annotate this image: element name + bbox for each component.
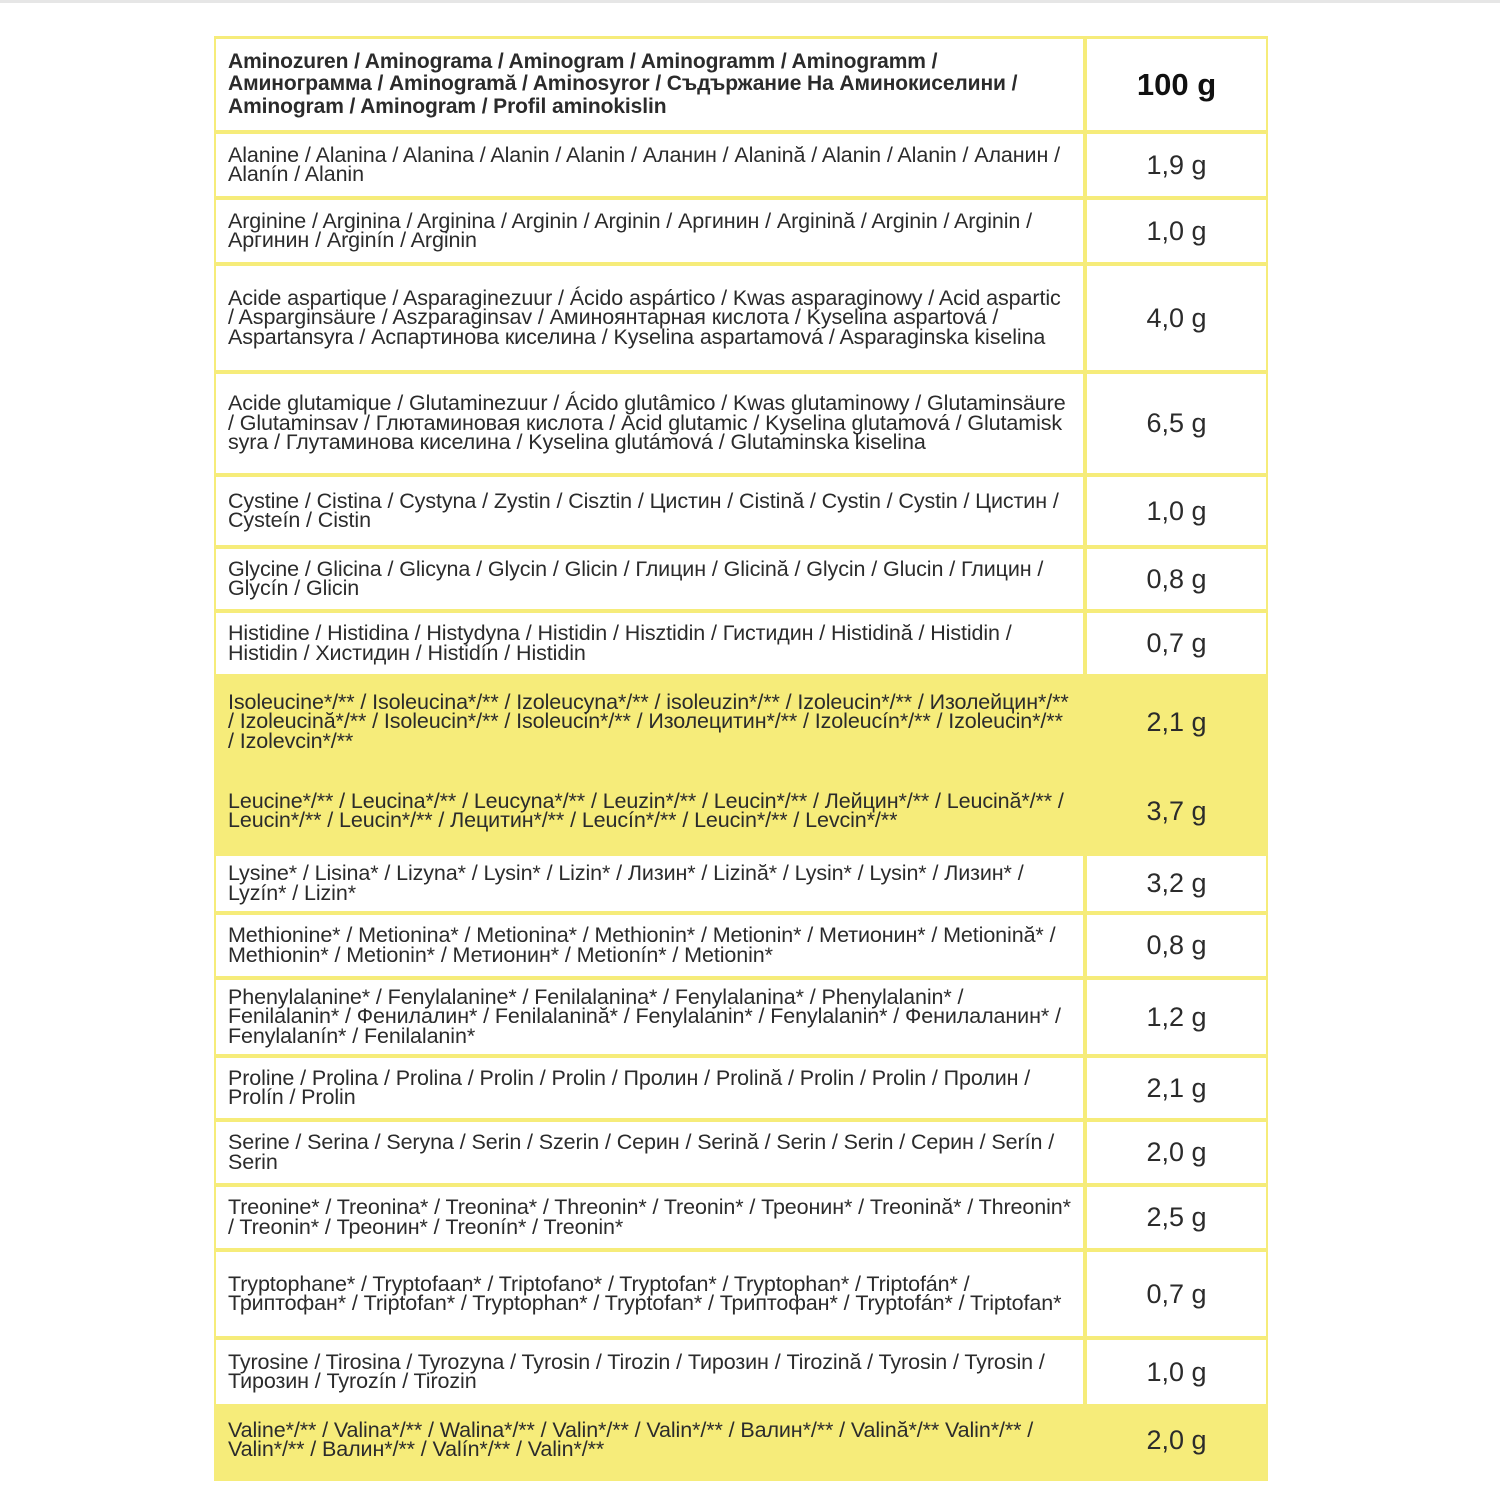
table-row-value-cell [1087,613,1266,674]
amino-acid-name: Cystine / Cistina / Cystyna / Zystin / Cisztin / Цистин / Cistină / Cystin / Cystin / Цистин / Cysteín / Cistin [228,488,1059,532]
table-row-name-cell [216,477,1083,545]
table-row-value-cell [1087,980,1266,1054]
amino-acid-amount: 6,5 g [1146,408,1207,438]
amino-acid-amount: 1,0 g [1146,495,1207,526]
table-row-name-cell [216,374,1083,473]
amino-acid-amount: 2,5 g [1146,1202,1207,1232]
header-value-cell [1087,39,1266,130]
table-row-name-cell [216,856,1083,911]
amino-acid-amount: 2,1 g [1146,1072,1207,1103]
header-name-cell [216,39,1083,130]
amino-acid-amount: 2,0 g [1146,1137,1207,1167]
amino-acid-name: Leucine*/** / Leucina*/** / Leucyna*/** / Leuzin*/** / Leucin*/** / Лейцин*/** / Leucină*/** / Leucin*/** / Leucin*/** / Лецитин*/** / Leucín*/** / Leucin*/** / Levcin*/** [228,788,1064,832]
table-row-value-cell [1087,856,1266,911]
amino-acid-name: Acide glutamique / Glutaminezuur / Ácido glutâmico / Kwas glutaminowy / Glutaminsäure / Glutaminsav / Глютаминовая кислота / Acid glutamic / Kyselina glutamová / Glutamisk syra / Глутаминова киселина / Kyselina glutámová / Glutaminska kiselina [228,391,1066,455]
amino-acid-name: Proline / Prolina / Prolina / Prolin / Prolin / Пролин / Prolină / Prolin / Prolin / Пролин / Prolín / Prolin [228,1065,1031,1109]
amino-acid-amount: 0,7 g [1146,628,1207,658]
amino-acid-amount: 1,0 g [1146,1356,1207,1387]
table-row-name-cell [216,266,1083,370]
table-row-value-cell [1087,374,1266,473]
table-row-value-cell [1087,678,1266,766]
amino-acid-name: Methionine* / Metionina* / Metionina* / Methionin* / Metionin* / Метионин* / Metionină* / Methionin* / Metionin* / Метионин* / Metionín* / Metionin* [228,923,1056,967]
amino-acid-name: Serine / Serina / Seryna / Serin / Szerin / Серин / Serină / Serin / Serin / Серин / Serín / Serin [228,1130,1055,1174]
table-row-value-cell [1087,1408,1266,1472]
amino-acid-amount: 3,7 g [1146,795,1207,826]
amino-acid-amount: 0,8 g [1146,930,1207,960]
amino-acid-name: Phenylalanine* / Fenylalanine* / Fenilalanina* / Fenylalanina* / Phenylalanin* / Fenilalanin* / Фенилалин* / Fenilalanină* / Fenylalanin* / Fenylalanin* / Фенилаланин* / Fenylalanín* / Fenilalanin* [228,984,1061,1048]
amino-acid-amount: 1,2 g [1146,1001,1207,1032]
amino-acid-name: Arginine / Arginina / Arginina / Arginin / Arginin / Аргинин / Arginină / Arginin / Arginin / Аргинин / Arginín / Arginin [228,208,1033,252]
table-row-name-cell [216,549,1083,609]
top-border [0,0,1500,3]
table-row-name-cell [216,1058,1083,1118]
table-row-value-cell [1087,770,1266,852]
amino-acid-amount: 2,1 g [1146,706,1207,737]
table-row-value-cell [1087,1122,1266,1183]
amino-acid-name: Glycine / Glicina / Glicyna / Glycin / Glicin / Глицин / Glicină / Glycin / Glucin / Глицин / Glycín / Glicin [228,556,1044,600]
table-row-value-cell [1087,915,1266,976]
amino-acid-name: Isoleucine*/** / Isoleucina*/** / Izoleucyna*/** / isoleuzin*/** / Izoleucin*/** / Изолейцин*/** / Izoleucină*/** / Isoleucin*/** / Isoleucin*/** / Изолецитин*/** / Izoleucín*/** / Izoleucin*/** / Izolevcin*/** [228,689,1069,753]
amino-acid-amount: 1,9 g [1146,149,1207,180]
table-row-name-cell [216,1340,1083,1404]
table-row-value-cell [1087,266,1266,370]
table-row-name-cell [216,1408,1083,1472]
amino-acid-name: Histidine / Histidina / Histydyna / Histidin / Hisztidin / Гистидин / Histidină / Histidin / Histidin / Хистидин / Histidín / Histidin [228,621,1012,665]
amino-acid-name: Lysine* / Lisina* / Lizyna* / Lysin* / Lizin* / Лизин* / Lizină* / Lysin* / Lysin* / Лизин* / Lyzín* / Lizin* [228,861,1024,905]
table-row-name-cell [216,1252,1083,1336]
amino-acid-amount: 1,0 g [1146,215,1207,246]
amino-acid-amount: 4,0 g [1146,302,1207,333]
table-row-value-cell [1087,549,1266,609]
amino-acid-amount: 3,2 g [1146,868,1207,898]
table-row-value-cell [1087,1340,1266,1404]
header-title: Aminozuren / Aminograma / Aminogram / Aminogramm / Aminogramm / Аминограмма / Aminogramă / Aminosyror / Съдържание На Аминокиселини / Aminogram / Aminogram / Profil aminokislin [228,49,1018,118]
table-row-value-cell [1087,1058,1266,1118]
table-row-value-cell [1087,477,1266,545]
table-row-name-cell [216,1187,1083,1248]
table-row-value-cell [1087,1252,1266,1336]
table-row-name-cell [216,915,1083,976]
table-row-name-cell [216,770,1083,852]
amino-acid-name: Alanine / Alanina / Alanina / Alanin / Alanin / Аланин / Alanină / Alanin / Alanin / Аланин / Alanín / Alanin [228,142,1060,186]
amino-acid-name: Tryptophane* / Tryptofaan* / Triptofano* / Tryptofan* / Tryptophan* / Triptofán* / Триптофан* / Triptofan* / Tryptophan* / Tryptofan* / Триптофан* / Tryptofán* / Triptofan* [228,1271,1062,1315]
amino-acid-name: Valine*/** / Valina*/** / Walina*/** / Valin*/** / Valin*/** / Валин*/** / Valină*/** Valin*/** / Valin*/** / Валин*/** / Valín*/** / Valin*/** [228,1417,1034,1461]
table-row-name-cell [216,980,1083,1054]
table-row-name-cell [216,613,1083,674]
table-row-value-cell [1087,1187,1266,1248]
amino-acid-amount: 2,0 g [1146,1424,1207,1455]
table-row-name-cell [216,678,1083,766]
amino-acid-name: Treonine* / Treonina* / Treonina* / Threonin* / Treonin* / Треонин* / Treonină* / Threonin* / Treonin* / Треонин* / Treonín* / Treonin* [228,1195,1071,1239]
table-row-name-cell [216,134,1083,196]
amino-acid-name: Acide aspartique / Asparaginezuur / Ácido aspártico / Kwas asparaginowy / Acid aspartic / Asparginsäure / Aszparaginsav / Аминоянтарная кислота / Kyselina aspartová / Aspartansyra / Аспартинова киселина / Kyselina aspartamová / Asparaginska kiselina [228,285,1061,349]
amino-acid-amount: 0,7 g [1146,1278,1207,1309]
header-quantity: 100 g [1136,66,1217,102]
table-row-value-cell [1087,200,1266,262]
table-row-value-cell [1087,134,1266,196]
amino-acid-amount: 0,8 g [1146,563,1207,594]
table-row-name-cell [216,1122,1083,1183]
table-row-name-cell [216,200,1083,262]
aminogram-table [214,36,1268,1481]
amino-acid-name: Tyrosine / Tirosina / Tyrozyna / Tyrosin / Tirozin / Тирозин / Tirozină / Tyrosin / Tyrosin / Тирозин / Tyrozín / Tirozin [228,1349,1045,1393]
